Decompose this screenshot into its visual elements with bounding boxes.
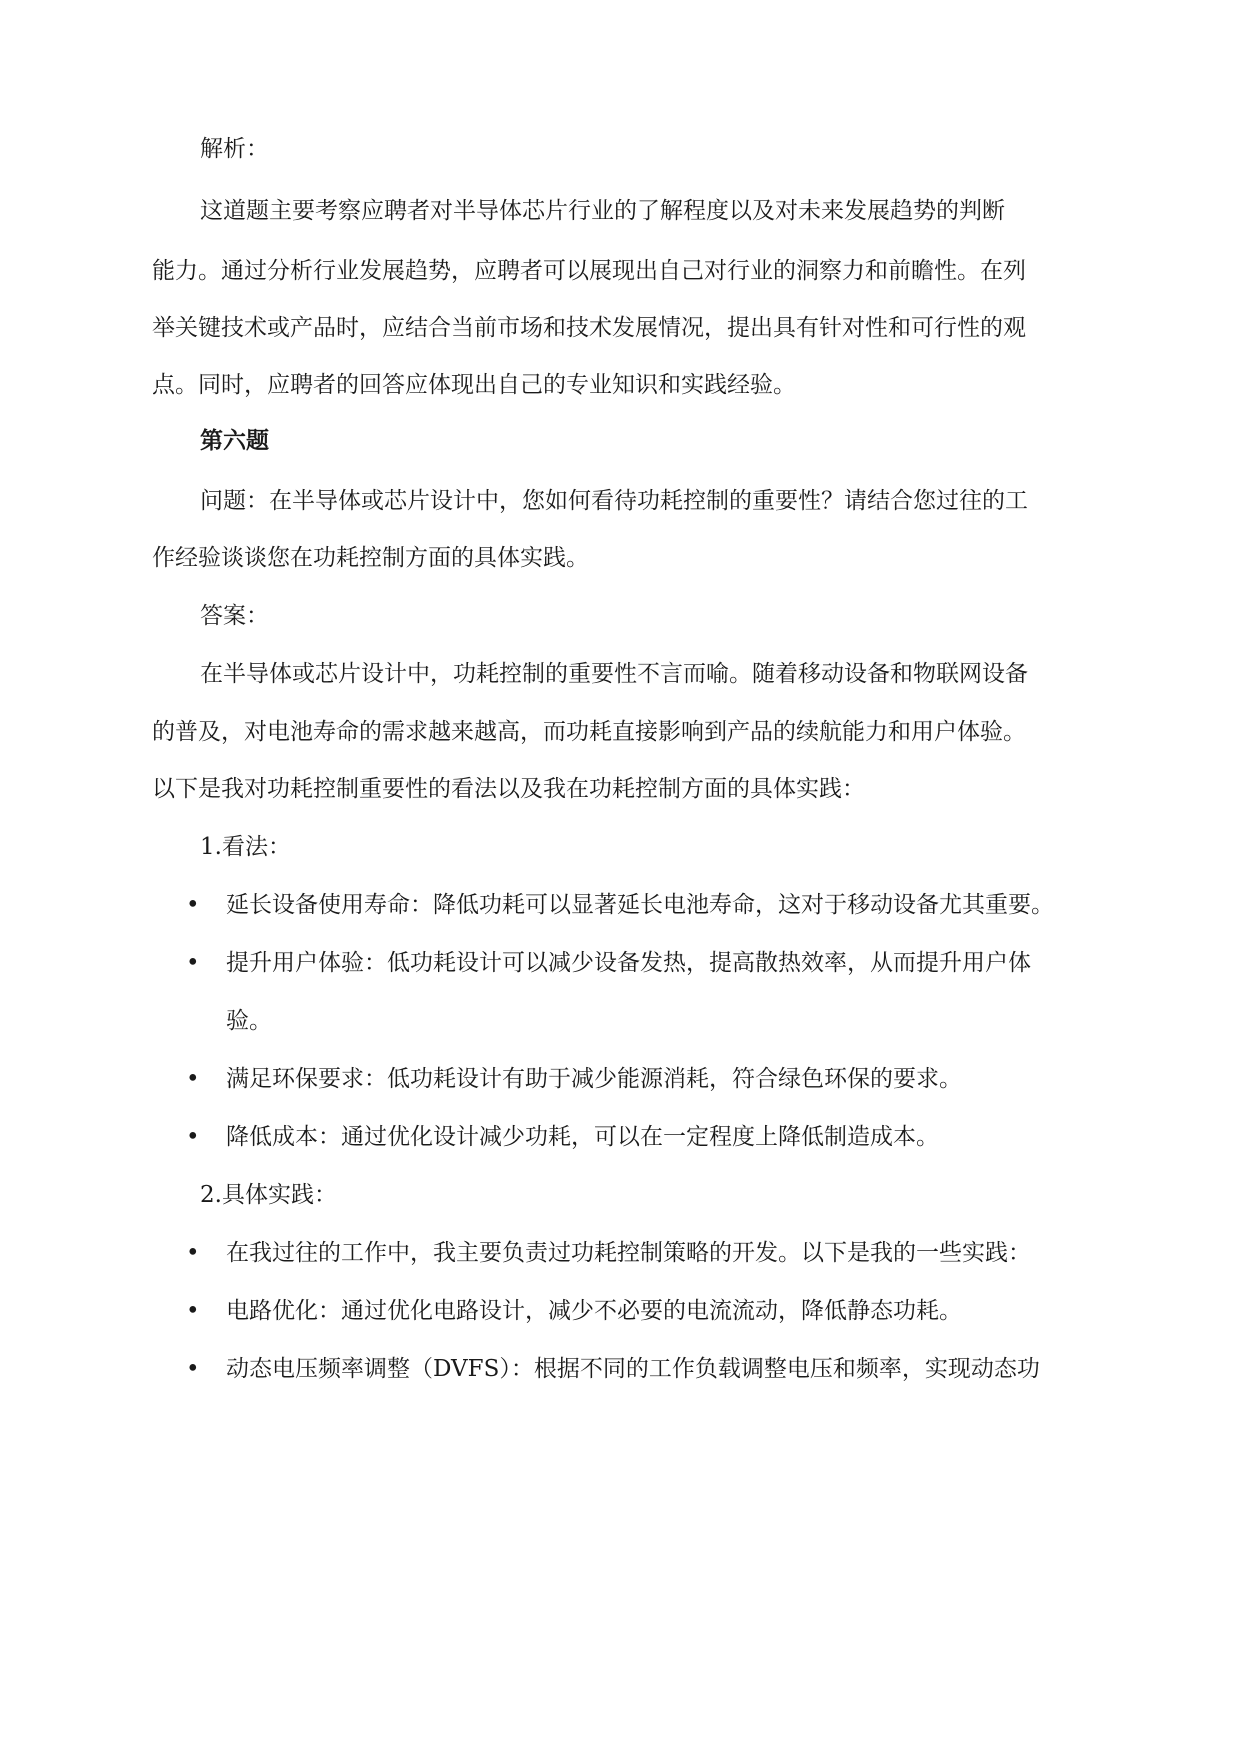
list-item: 降低成本：通过优化设计减少功耗，可以在一定程度上降低制造成本。 [226, 1124, 939, 1150]
bullet-marker: • [186, 1298, 200, 1324]
bullet-marker: • [186, 1240, 200, 1266]
question-line: 作经验谈谈您在功耗控制方面的具体实践。 [152, 545, 589, 571]
list-item: 电路优化：通过优化电路设计，减少不必要的电流流动，降低静态功耗。 [226, 1298, 962, 1324]
section-title-views: 1.看法： [200, 834, 291, 860]
bullet-marker: • [186, 1356, 200, 1382]
analysis-line: 举关键技术或产品时，应结合当前市场和技术发展情况，提出具有针对性和可行性的观 [152, 315, 1026, 341]
analysis-line: 点。同时，应聘者的回答应体现出自己的专业知识和实践经验。 [152, 372, 796, 398]
bullet-marker: • [186, 1124, 200, 1150]
analysis-label: 解析： [200, 136, 269, 162]
answer-line: 在半导体或芯片设计中，功耗控制的重要性不言而喻。随着移动设备和物联网设备 [200, 661, 1028, 687]
list-item: 满足环保要求：低功耗设计有助于减少能源消耗，符合绿色环保的要求。 [226, 1066, 962, 1092]
answer-label: 答案： [200, 603, 269, 629]
list-item: 提升用户体验：低功耗设计可以减少设备发热，提高散热效率，从而提升用户体 [226, 950, 1031, 976]
answer-line: 以下是我对功耗控制重要性的看法以及我在功耗控制方面的具体实践： [152, 776, 865, 802]
section-title-practice: 2.具体实践： [200, 1182, 337, 1208]
bullet-marker: • [186, 892, 200, 918]
question-line: 问题：在半导体或芯片设计中，您如何看待功耗控制的重要性？请结合您过往的工 [200, 488, 1028, 514]
bullet-marker: • [186, 950, 200, 976]
list-item-continuation: 验。 [226, 1008, 272, 1034]
analysis-line: 能力。通过分析行业发展趋势，应聘者可以展现出自己对行业的洞察力和前瞻性。在列 [152, 258, 1026, 284]
bullet-marker: • [186, 1066, 200, 1092]
analysis-line: 这道题主要考察应聘者对半导体芯片行业的了解程度以及对未来发展趋势的判断 [200, 198, 1005, 224]
list-item: 动态电压频率调整（DVFS）：根据不同的工作负载调整电压和频率，实现动态功 [226, 1356, 1040, 1382]
question-heading: 第六题 [200, 427, 269, 454]
list-item: 延长设备使用寿命：降低功耗可以显著延长电池寿命，这对于移动设备尤其重要。 [226, 892, 1054, 918]
list-item: 在我过往的工作中，我主要负责过功耗控制策略的开发。以下是我的一些实践： [226, 1240, 1031, 1266]
answer-line: 的普及，对电池寿命的需求越来越高，而功耗直接影响到产品的续航能力和用户体验。 [152, 719, 1026, 745]
